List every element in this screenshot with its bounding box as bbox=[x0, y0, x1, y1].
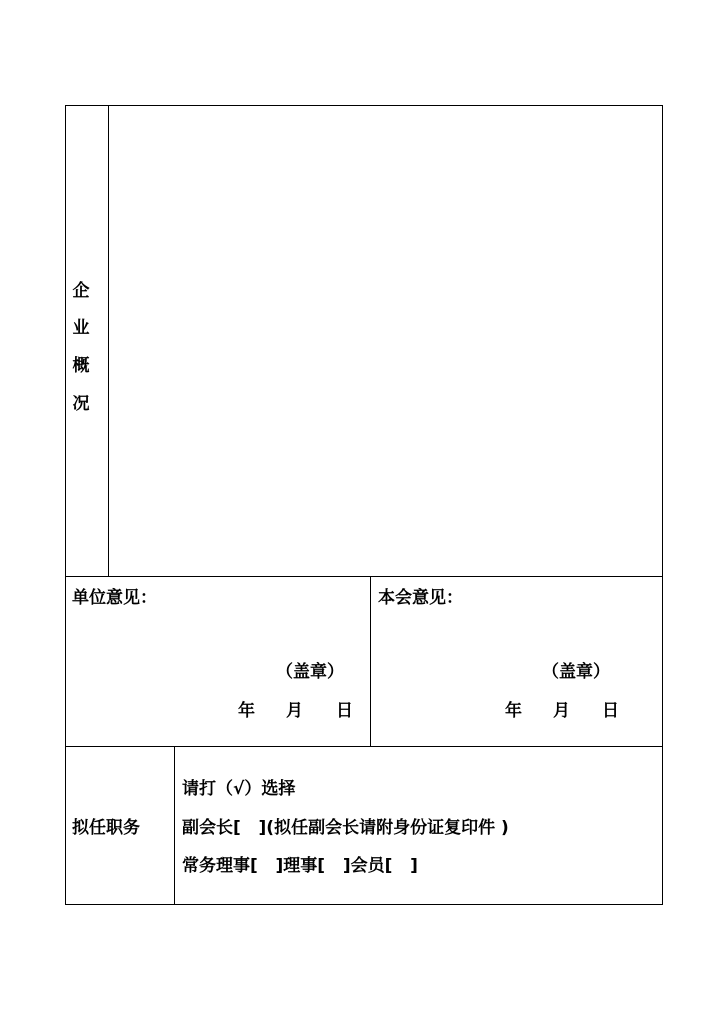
overview-label-divider bbox=[108, 105, 109, 576]
overview-label-char: 业 bbox=[72, 318, 90, 338]
opinion-divider bbox=[370, 576, 371, 746]
association-date-day: 日 bbox=[602, 701, 619, 721]
unit-opinion-label: 单位意见： bbox=[72, 588, 157, 608]
association-date-year: 年 bbox=[505, 701, 522, 721]
overview-label-char: 况 bbox=[72, 394, 90, 414]
membership-options[interactable]: 常务理事[ ]理事[ ]会员[ ] bbox=[182, 856, 418, 876]
position-instruction: 请打（√）选择 bbox=[182, 779, 296, 799]
association-opinion-label: 本会意见： bbox=[378, 588, 463, 608]
overview-bottom-line bbox=[65, 576, 663, 577]
position-label-divider bbox=[174, 746, 175, 905]
opinion-bottom-line bbox=[65, 746, 663, 747]
unit-date-day: 日 bbox=[336, 701, 353, 721]
vice-president-option[interactable]: 副会长[ ](拟任副会长请附身份证复印件 ) bbox=[182, 818, 509, 838]
association-seal-label: （盖章） bbox=[542, 662, 610, 682]
overview-content-area[interactable] bbox=[110, 107, 661, 575]
overview-label-char: 企 bbox=[72, 281, 90, 301]
overview-label-char: 概 bbox=[72, 356, 90, 376]
unit-date-month: 月 bbox=[286, 701, 303, 721]
unit-date-year: 年 bbox=[238, 701, 255, 721]
position-label: 拟任职务 bbox=[72, 818, 140, 838]
unit-seal-label: （盖章） bbox=[276, 662, 344, 682]
association-date-month: 月 bbox=[553, 701, 570, 721]
